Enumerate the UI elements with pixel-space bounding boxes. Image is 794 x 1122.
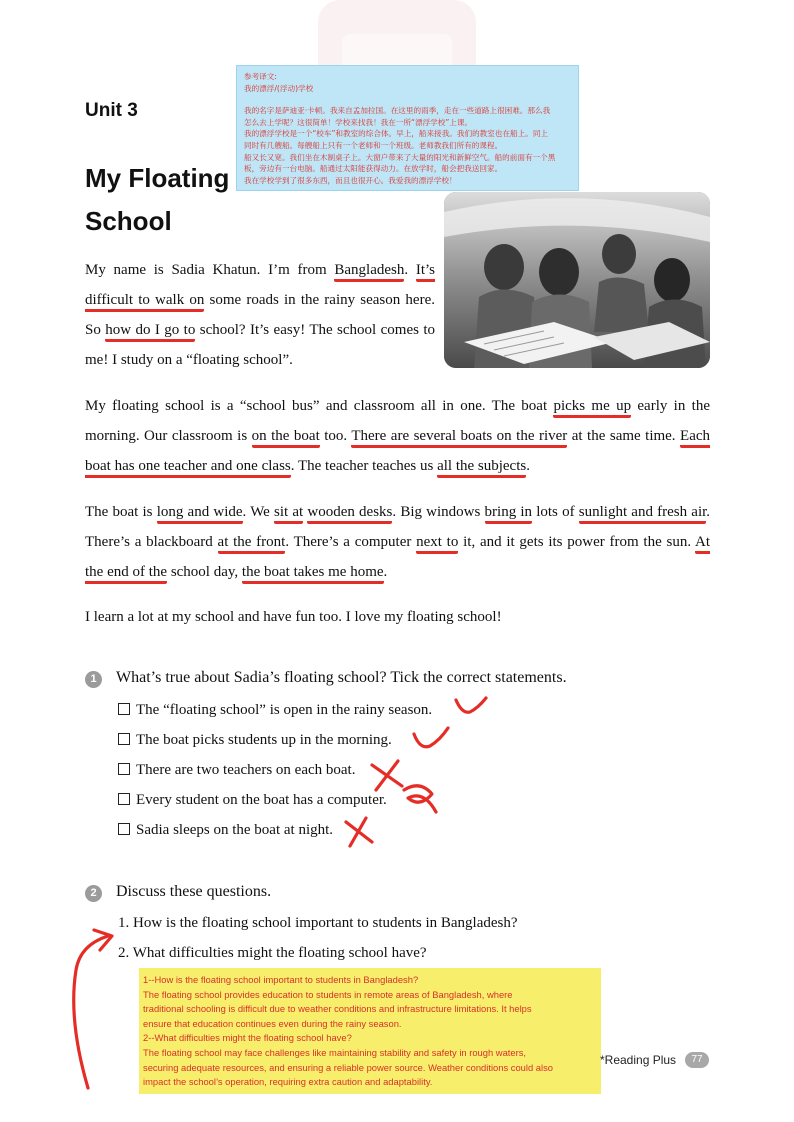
page-title: My Floating School — [85, 163, 230, 236]
text-run: some roads in the rainy season here. So — [85, 292, 435, 338]
underlined-phrase: sunlight and fresh air — [579, 504, 707, 524]
text-run: My floating school is a “school bus” and classroom all in one. The boat — [85, 398, 554, 414]
text-run: . There’s a blackboard — [85, 504, 711, 550]
text-run: too. — [319, 428, 352, 444]
text-run: it, and it gets its power from the sun. — [458, 534, 695, 550]
note-line: 怎么去上学呢？这很简单！学校来找我！我在一所“漂浮学校”上课。 — [244, 117, 473, 127]
exercise-2-question: Discuss these questions. — [116, 883, 272, 900]
cross-mark — [346, 818, 372, 846]
answer-line: The floating school may face challenges like maintaining stability and safety in rough waters, — [143, 1046, 527, 1058]
page-number: 77 — [685, 1052, 709, 1068]
note-line: 船又长又宽。我们坐在木制桌子上。大窗户带来了大量的阳光和新鲜空气。船的前面有一个黑 — [244, 152, 556, 162]
text-run: My name is Sadia Khatun. I’m from — [85, 262, 335, 278]
cross-mark — [404, 786, 436, 812]
underlined-phrase: sit at — [274, 504, 303, 524]
answer-line: 2--What difficulties might the floating school have? — [143, 1032, 352, 1044]
option-label: There are two teachers on each boat. — [136, 762, 356, 778]
cross-mark — [372, 761, 402, 790]
underlined-phrase: all the subjects — [437, 458, 526, 478]
unit-label: Unit 3 — [85, 100, 138, 121]
tick-mark — [414, 728, 448, 747]
text-run: early in the morning. Our classroom is — [85, 398, 710, 444]
text-run: . Big windows — [392, 504, 485, 520]
arrow-mark — [74, 936, 108, 1088]
underlined-phrase: long and wide — [157, 504, 243, 524]
underlined-phrase: picks me up — [553, 398, 631, 418]
text-run: The boat is — [85, 504, 157, 520]
underlined-phrase: the boat takes me home — [242, 564, 384, 584]
underlined-phrase: It’s difficult to walk on — [85, 262, 435, 312]
option-label: Every student on the boat has a computer. — [136, 792, 387, 808]
text-run: school day, — [167, 564, 242, 580]
answer-line: ensure that education continues even during the rainy season. — [143, 1017, 402, 1029]
answer-line: 1--How is the floating school important to students in Bangladesh? — [143, 974, 419, 985]
option-label: The “floating school” is open in the rainy season. — [136, 702, 433, 718]
note-line: 我的名字是萨迪亚·卡顿。我来自孟加拉国。在这里的雨季，走在一些道路上很困难。那么我 — [244, 106, 551, 116]
underlined-phrase: At the end of the — [85, 534, 710, 584]
underlined-phrase: bring in — [485, 504, 533, 524]
exercise-number-1: 1 — [85, 671, 102, 688]
answer-line: traditional schooling is difficult due to weather conditions and infrastructure limitations. It helps — [143, 1003, 532, 1015]
note-line: 板，旁边有一台电脑。船通过太阳能获得动力。在放学时，船会把我送回家。 — [244, 164, 503, 174]
underlined-phrase: how do I go to — [105, 322, 195, 342]
option-label: The boat picks students up in the morning. — [136, 732, 392, 748]
text-run: . The teacher teaches us — [290, 458, 438, 474]
text-run: . — [383, 564, 388, 580]
passage-paragraph-4: I learn a lot at my school and have fun too. I love my floating school! — [85, 609, 502, 625]
footer-label: *Reading Plus — [600, 1053, 677, 1067]
underlined-phrase: at the front — [218, 534, 286, 554]
text-run: school? It’s easy! The school comes to me! I study on a “floating school”. — [85, 322, 436, 368]
note-label: 参考译文: — [244, 72, 277, 81]
text-run: . — [404, 262, 416, 278]
underlined-phrase: There are several boats on the river — [351, 428, 567, 448]
option-label: Sadia sleeps on the boat at night. — [136, 822, 334, 838]
text-run: lots of — [532, 504, 579, 520]
note-line: 我的漂浮学校是一个“校车”和教室的综合体。早上，船来接我。我们的教室也在船上。同上 — [244, 129, 549, 139]
text-run: . We — [242, 504, 274, 520]
text-run: . There’s a computer — [285, 534, 417, 550]
answer-line: The floating school provides education to students in remote areas of Bangladesh, where — [143, 988, 513, 1000]
exercise-number-2: 2 — [85, 885, 102, 902]
underlined-phrase: wooden desks — [307, 504, 392, 524]
text-run: . — [526, 458, 530, 474]
underlined-phrase: on the boat — [252, 428, 320, 448]
note-line: 我在学校学到了很多东西，而且也很开心。我爱我的漂浮学校！ — [244, 175, 457, 185]
underlined-phrase: next to — [416, 534, 458, 554]
tick-mark — [456, 698, 486, 712]
answer-line: securing adequate resources, and ensuring a reliable power source. Weather conditions could also — [143, 1061, 553, 1073]
note-heading: 我的漂浮/(浮动)学校 — [244, 83, 314, 93]
exercise-1-question: What’s true about Sadia’s floating school? Tick the correct statements. — [116, 669, 567, 686]
underlined-phrase: Each boat has one teacher and one class — [85, 428, 710, 478]
note-line: 同时有几艘船。每艘船上只有一个老师和一个班级。老师教我们所有的课程。 — [244, 140, 503, 150]
discussion-question-1: 1. How is the floating school important to students in Bangladesh? — [118, 915, 518, 931]
answer-line: impact the school’s operation, requiring extra caution and adaptability. — [143, 1076, 433, 1088]
discussion-question-2: 2. What difficulties might the floating school have? — [118, 945, 427, 961]
underlined-phrase: Bangladesh — [334, 262, 404, 282]
text-run: at the same time. — [567, 428, 681, 444]
